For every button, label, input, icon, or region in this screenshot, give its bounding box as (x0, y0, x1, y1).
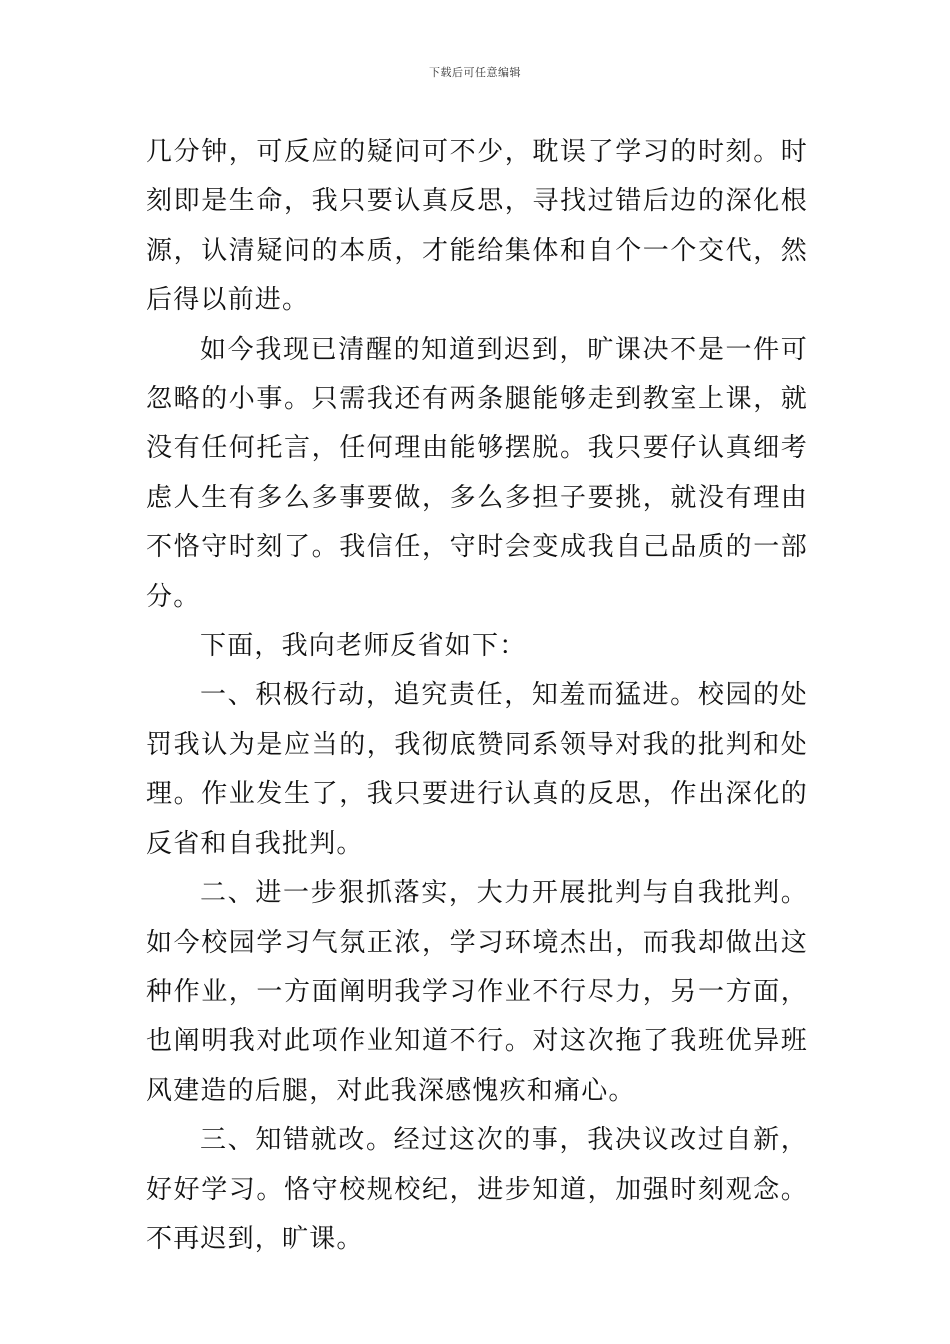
paragraph: 一、积极行动，追究责任，知羞而猛进。校园的处罚我认为是应当的，我彻底赞同系领导对我的批判和处理。作业发生了，我只要进行认真的反思，作出深化的反省和自我批判。 (146, 680, 808, 859)
paragraph: 几分钟，可反应的疑问可不少，耽误了学习的时刻。时刻即是生命，我只要认真反思，寻找过错后边的深化根源，认清疑问的本质，才能给集体和自个一个交代，然后得以前进。 (146, 137, 808, 316)
paragraph: 下面，我向老师反省如下： (200, 631, 527, 662)
document-body (146, 128, 808, 1264)
page-header: 下载后可任意编辑 (429, 66, 521, 79)
paragraph: 如今我现已清醒的知道到迟到，旷课决不是一件可忽略的小事。只需我还有两条腿能够走到教室上课，就没有任何托言，任何理由能够摆脱。我只要仔认真细考虑人生有多么多事要做，多么多担子要挑，就没有理由不恪守时刻了。我信任，守时会变成我自己品质的一部分。 (146, 334, 808, 612)
paragraph: 三、知错就改。经过这次的事，我决议改过自新，好好学习。恪守校规校纪，进步知道，加强时刻观念。不再迟到，旷课。 (146, 1125, 808, 1254)
paragraph: 二、进一步狠抓落实，大力开展批判与自我批判。如今校园学习气氛正浓，学习环境杰出，而我却做出这种作业，一方面阐明我学习作业不行尽力，另一方面，也阐明我对此项作业知道不行。对这次拖了我班优异班风建造的后腿，对此我深感愧疚和痛心。 (146, 878, 808, 1106)
